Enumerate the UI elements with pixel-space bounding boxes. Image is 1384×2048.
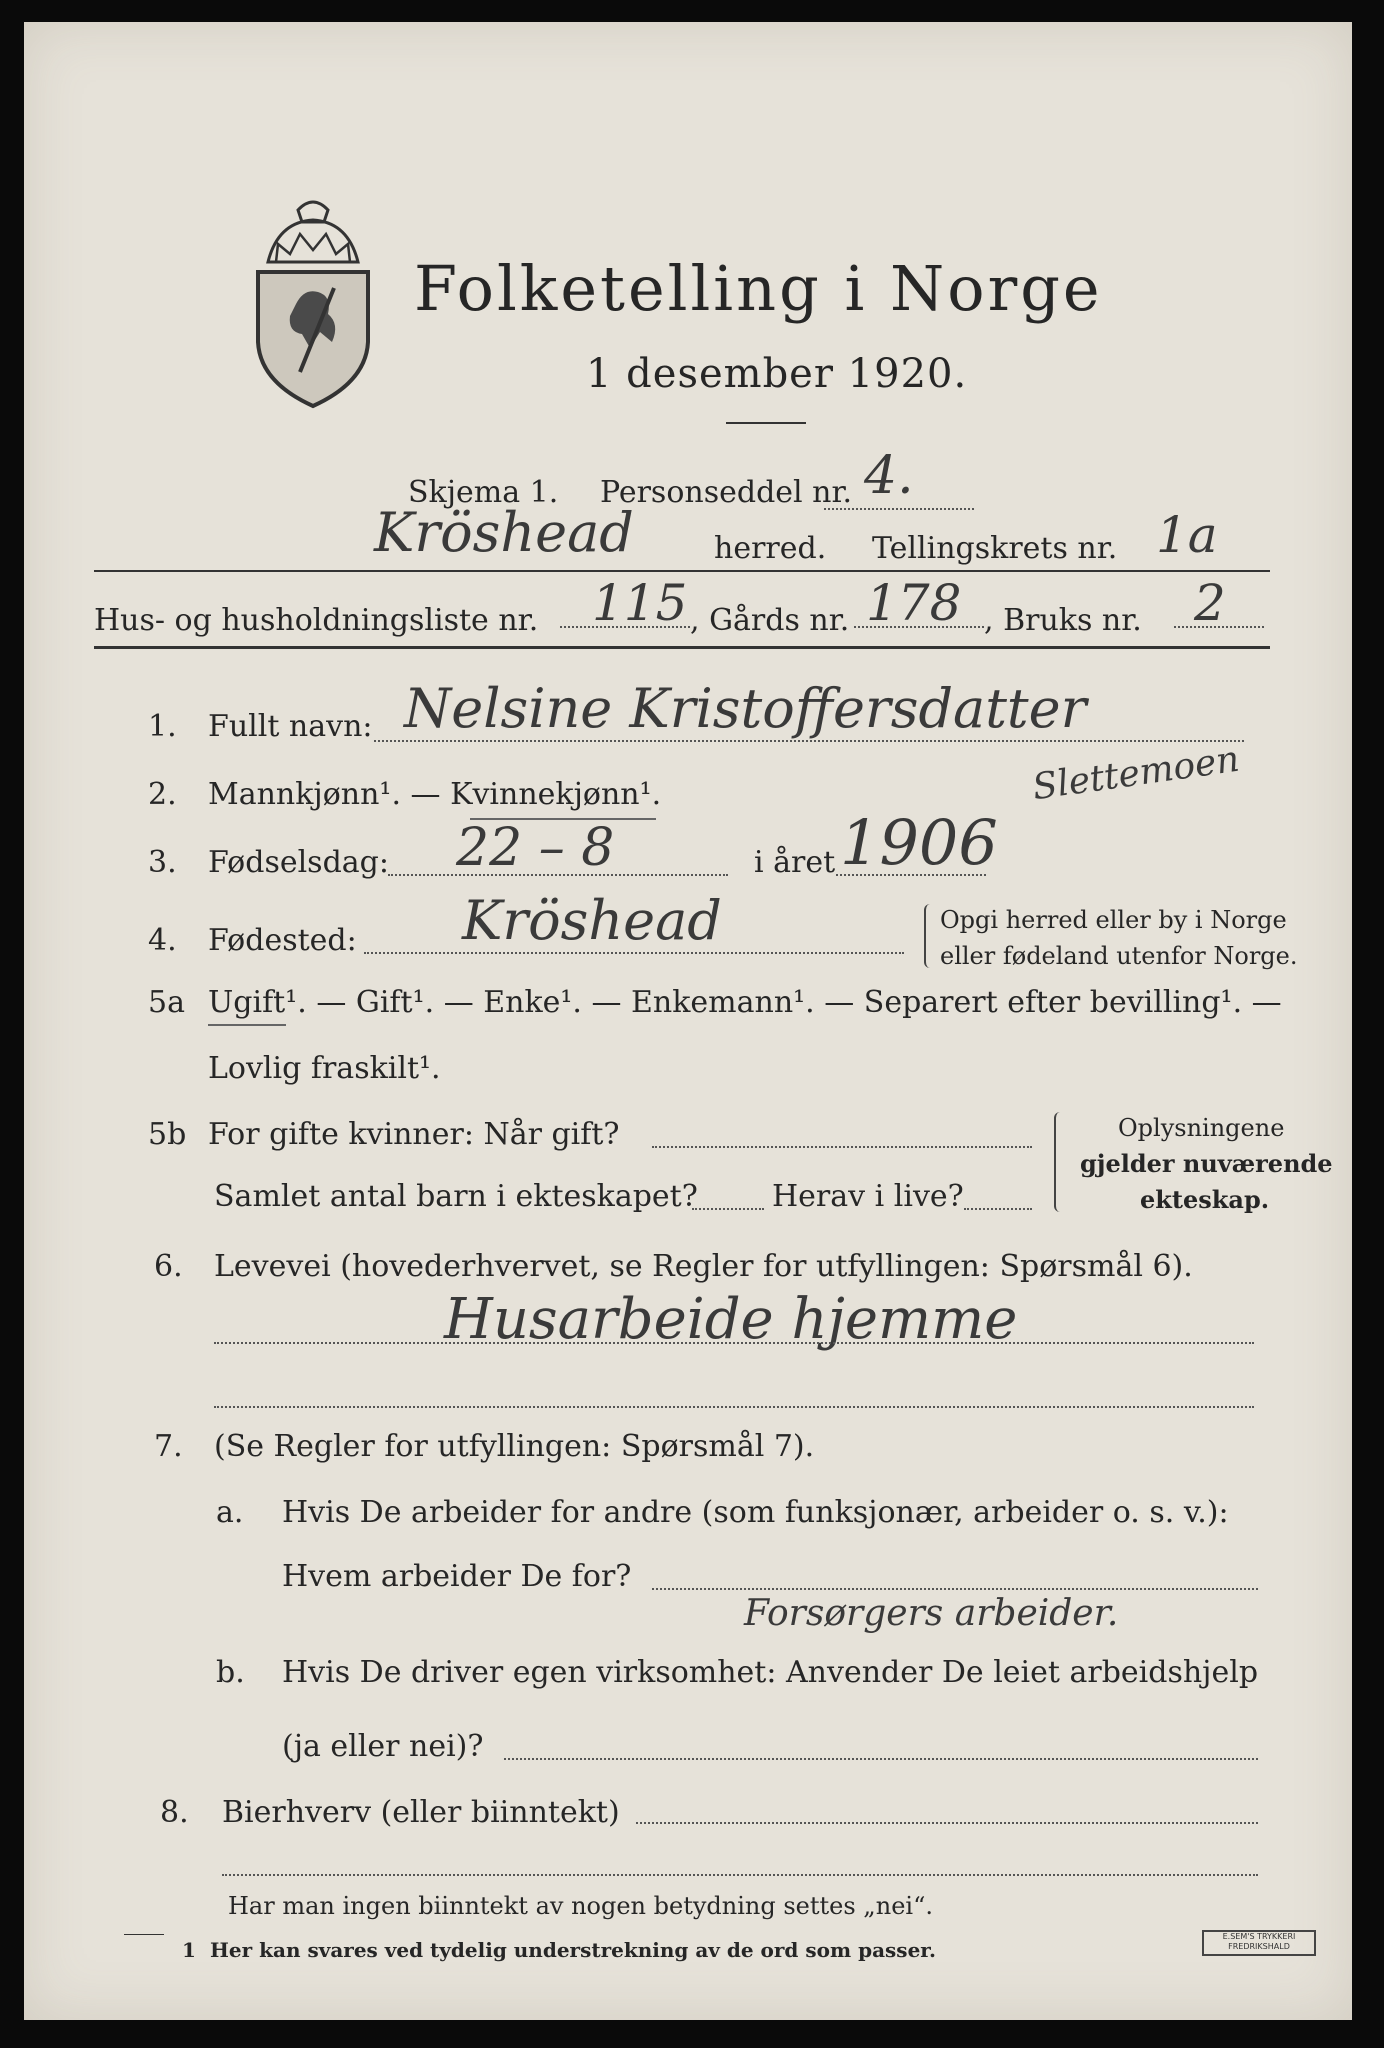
q2-label: Mannkjønn¹. — Kvinnekjønn¹.: [208, 777, 662, 812]
q6-line-2: [214, 1406, 1254, 1408]
q7-label: (Se Regler for utfyllingen: Spørsmål 7).: [214, 1429, 815, 1464]
q6-value: Husarbeide hjemme: [444, 1287, 1018, 1352]
q5b-alive-line: [964, 1208, 1032, 1210]
printer-stamp-line-2: FREDRIKSHALD: [1228, 1942, 1290, 1951]
q8-label: Bierhverv (eller biinntekt): [222, 1795, 620, 1830]
personseddel-value: 4.: [864, 446, 914, 506]
q5b-note-3: ekteskap.: [1140, 1185, 1270, 1214]
gards-line: [854, 626, 984, 628]
q7a-line-2: Hvem arbeider De for?: [282, 1559, 632, 1594]
hus-label: Hus- og husholdningsliste nr.: [94, 603, 539, 638]
skjema-label: Skjema 1.: [408, 475, 559, 510]
q6-number: 6.: [154, 1249, 183, 1284]
q1-extra: Slettemoen: [1030, 738, 1242, 809]
q5b-line-2b: Herav i live?: [772, 1179, 964, 1214]
q3-number: 3.: [148, 845, 177, 880]
q2-number: 2.: [148, 777, 177, 812]
q5a-underline: [208, 1024, 286, 1026]
q4-line: [364, 952, 904, 954]
tellingskrets-label: Tellingskrets nr.: [872, 531, 1118, 566]
q4-brace: [924, 904, 932, 968]
q7b-letter: b.: [216, 1655, 245, 1690]
q8-note: Har man ingen biinntekt av nogen betydning settes „nei“.: [228, 1892, 933, 1920]
q1-line: [374, 740, 1244, 742]
tellingskrets-value: 1a: [1156, 506, 1218, 564]
q8-number: 8.: [160, 1795, 189, 1830]
q5a-line-2: Lovlig fraskilt¹.: [208, 1051, 441, 1086]
printer-stamp-line-1: E.SEM'S TRYKKERI: [1222, 1932, 1296, 1941]
q7a-letter: a.: [216, 1495, 244, 1530]
q5a-number: 5a: [148, 985, 185, 1020]
personseddel-line: [824, 508, 974, 510]
q5a-line-1: Ugift¹. — Gift¹. — Enke¹. — Enkemann¹. — Separert efter bevilling¹. —: [208, 985, 1282, 1020]
footnote-rule: [124, 1934, 164, 1935]
q7a-value: Forsørgers arbeider.: [744, 1593, 1119, 1634]
herred-value: Kröshead: [374, 501, 634, 564]
q5b-line-2a: Samlet antal barn i ekteskapet?: [214, 1179, 698, 1214]
gards-label: , Gårds nr.: [690, 603, 850, 638]
q3-label: Fødselsdag:: [208, 845, 389, 880]
herred-rule: [94, 570, 1270, 572]
q5b-line-1: For gifte kvinner: Når gift?: [208, 1117, 620, 1152]
q7a-line: [652, 1588, 1258, 1590]
q7b-line-1: Hvis De driver egen virksomhet: Anvender De leiet arbeidshjelp: [282, 1655, 1259, 1690]
q3-year-value: 1906: [840, 806, 998, 879]
census-form: [24, 22, 1352, 2020]
q5b-children-line: [692, 1208, 764, 1210]
personseddel-label: Personseddel nr.: [600, 475, 853, 510]
q7b-line-2: (ja eller nei)?: [282, 1729, 484, 1764]
q6-label: Levevei (hovederhvervet, se Regler for utfyllingen: Spørsmål 6).: [214, 1249, 1193, 1284]
q7b-line: [504, 1758, 1258, 1760]
q7a-line-1: Hvis De arbeider for andre (som funksjonær, arbeider o. s. v.):: [282, 1495, 1229, 1530]
bruks-label: , Bruks nr.: [984, 603, 1142, 638]
q5b-brace: [1054, 1112, 1062, 1212]
bruks-line: [1174, 626, 1264, 628]
q5b-note-1: Oplysningene: [1118, 1114, 1285, 1142]
herred-label: herred.: [714, 531, 827, 566]
q1-value: Nelsine Kristoffersdatter: [404, 677, 1087, 740]
q5b-note-2: gjelder nuværende: [1080, 1149, 1333, 1178]
q1-number: 1.: [148, 709, 177, 744]
q4-note-2: eller fødeland utenfor Norge.: [940, 942, 1298, 970]
q3-year-label: i året: [754, 845, 836, 880]
q6-line-1: [214, 1342, 1254, 1344]
bruks-value: 2: [1194, 574, 1226, 632]
form-date: 1 desember 1920.: [586, 351, 968, 397]
q7-number: 7.: [154, 1429, 183, 1464]
q4-label: Fødested:: [208, 923, 357, 958]
q4-value: Kröshead: [462, 889, 722, 952]
q4-note-1: Opgi herred eller by i Norge: [940, 906, 1287, 934]
hus-value: 115: [592, 574, 688, 632]
q1-label: Fullt navn:: [208, 709, 373, 744]
q5b-married-line: [652, 1146, 1032, 1148]
title-divider: [726, 422, 806, 424]
q3-value: 22 – 8: [456, 818, 615, 878]
q4-number: 4.: [148, 923, 177, 958]
form-title: Folketelling i Norge: [414, 252, 1103, 325]
footnote-mark: 1: [182, 1938, 196, 1962]
coat-of-arms-icon: [248, 192, 378, 410]
q5b-number: 5b: [148, 1117, 187, 1152]
footnote-text: Her kan svares ved tydelig understrekning av de ord som passer.: [210, 1938, 936, 1962]
gards-value: 178: [866, 574, 962, 632]
q8-line-1: [636, 1822, 1258, 1824]
q8-line-2: [222, 1874, 1258, 1876]
hus-line: [560, 626, 690, 628]
section-rule: [94, 646, 1270, 649]
printer-stamp: [1202, 1930, 1316, 1956]
